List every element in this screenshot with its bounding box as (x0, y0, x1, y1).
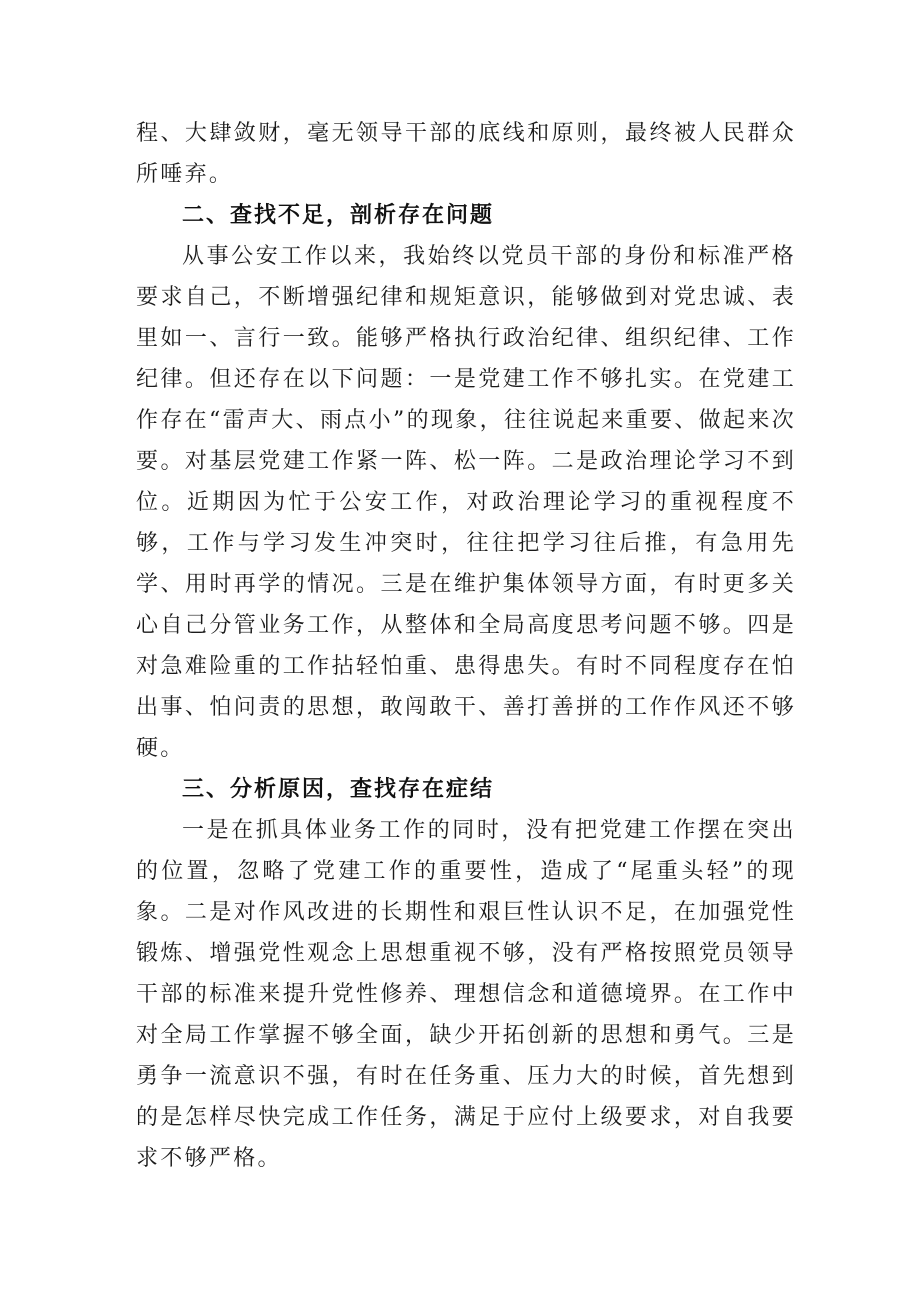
section-heading-2: 二、查找不足，剖析存在问题 (182, 203, 495, 228)
paragraph-continuation: 程、大肆敛财，毫无领导干部的底线和原则，最终被人民群众所唾弃。 (136, 121, 796, 187)
paragraph-problems: 从事公安工作以来，我始终以党员干部的身份和标准严格要求自己，不断增强纪律和规矩意识，能够做到对党忠诚、表里如一、言行一致。能够严格执行政治纪律、组织纪律、工作纪律。但还存在以下问题：一是党建工作不够扎实。在党建工作存在“雷声大、雨点小”的现象，往往说起来重要、做起来次要。对基层党建工作紧一阵、松一阵。二是政治理论学习不到位。近期因为忙于公安工作，对政治理论学习的重视程度不够，工作与学习发生冲突时，往往把学习往后推，有急用先学、用时再学的情况。三是在维护集体领导方面，有时更多关心自己分管业务工作，从整体和全局高度思考问题不够。四是对急难险重的工作拈轻怕重、患得患失。有时不同程度存在怕出事、怕问责的思想，敢闯敢干、善打善拼的工作作风还不够硬。 (136, 244, 796, 761)
section-heading-3: 三、分析原因，查找存在症结 (182, 777, 495, 802)
document-body (136, 113, 796, 1179)
paragraph-causes: 一是在抓具体业务工作的同时，没有把党建工作摆在突出的位置，忽略了党建工作的重要性，造成了“尾重头轻”的现象。二是对作风改进的长期性和艰巨性认识不足，在加强党性锻炼、增强党性观念上思想重视不够，没有严格按照党员领导干部的标准来提升党性修养、理想信念和道德境界。在工作中对全局工作掌握不够全面，缺少开拓创新的思想和勇气。三是勇争一流意识不强，有时在任务重、压力大的时候，首先想到的是怎样尽快完成工作任务，满足于应付上级要求，对自我要求不够严格。 (136, 818, 796, 1171)
